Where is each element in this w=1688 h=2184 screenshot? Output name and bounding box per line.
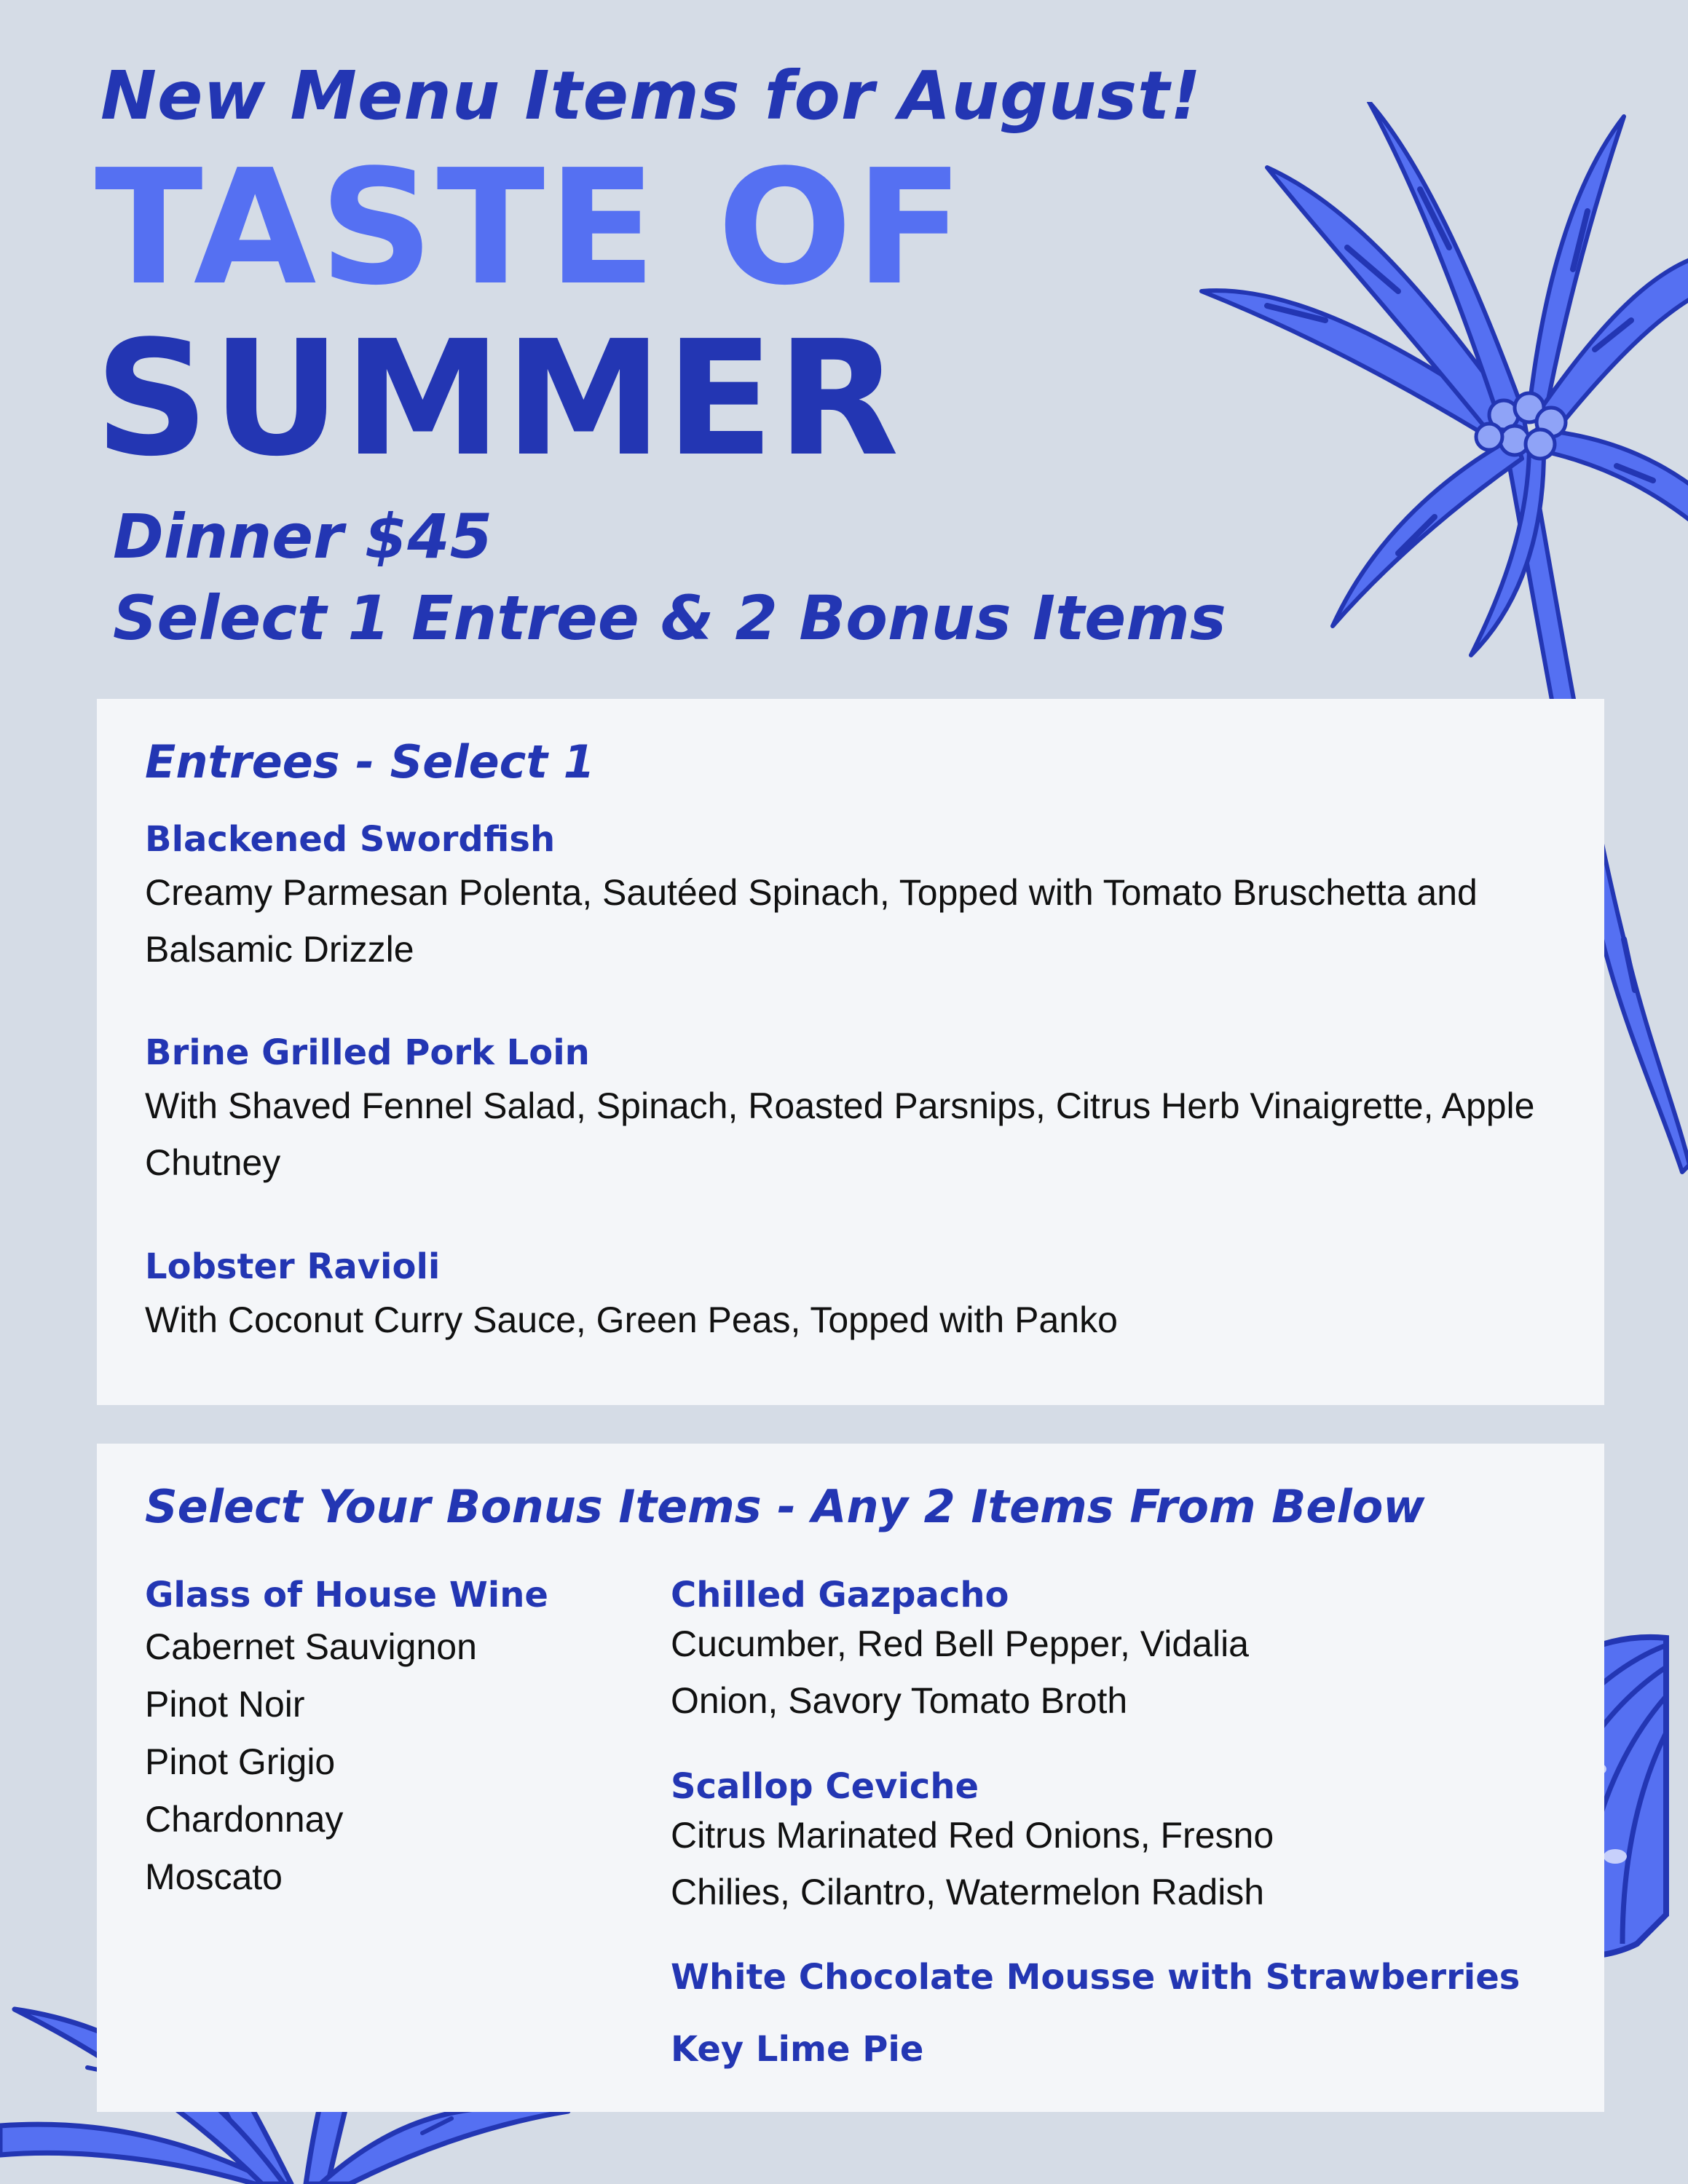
bonus-item-description: Citrus Marinated Red Onions, Fresno Chilies, Cilantro, Watermelon Radish bbox=[671, 1815, 1274, 1912]
entree-name: Brine Grilled Pork Loin bbox=[145, 1032, 590, 1073]
bonus-section-title: Select Your Bonus Items - Any 2 Items From Below bbox=[145, 1480, 1425, 1533]
wine-option: Pinot Grigio bbox=[145, 1741, 336, 1782]
bonus-item bbox=[671, 1766, 1297, 1920]
bonus-item-name: Key Lime Pie bbox=[671, 2029, 924, 2070]
entree-description: With Shaved Fennel Salad, Spinach, Roasted Parsnips, Citrus Herb Vinaigrette, Apple Chutney bbox=[145, 1085, 1535, 1183]
wine-options-list bbox=[145, 1618, 611, 1906]
menu-subtitle: New Menu Items for August! bbox=[100, 57, 1202, 135]
wine-option: Moscato bbox=[145, 1856, 283, 1897]
wine-option: Chardonnay bbox=[145, 1799, 344, 1840]
title-line-1: TASTE OF bbox=[95, 136, 967, 320]
bonus-item-name: Scallop Ceviche bbox=[671, 1766, 979, 1807]
bonus-item bbox=[671, 1575, 1297, 1729]
wine-column bbox=[145, 1575, 611, 1906]
wine-option: Pinot Noir bbox=[145, 1684, 305, 1725]
entree-item bbox=[145, 819, 1572, 978]
selection-instructions: Select 1 Entree & 2 Bonus Items bbox=[113, 582, 1226, 654]
bonus-item-name: Chilled Gazpacho bbox=[671, 1575, 1009, 1615]
dinner-price: Dinner $45 bbox=[113, 501, 493, 572]
entree-description: With Coconut Curry Sauce, Green Peas, Topped with Panko bbox=[145, 1299, 1118, 1340]
bonus-item-description: Cucumber, Red Bell Pepper, Vidalia Onion, Savory Tomato Broth bbox=[671, 1623, 1249, 1721]
entree-item bbox=[145, 1032, 1572, 1191]
bonus-item-name: White Chocolate Mousse with Strawberries bbox=[671, 1957, 1521, 1998]
entrees-section-title: Entrees - Select 1 bbox=[145, 735, 595, 788]
entree-description: Creamy Parmesan Polenta, Sautéed Spinach, Topped with Tomato Bruschetta and Balsamic Drizzle bbox=[145, 872, 1478, 970]
bonus-card bbox=[97, 1444, 1604, 2112]
entree-item bbox=[145, 1246, 1572, 1348]
entrees-card bbox=[97, 699, 1604, 1405]
wine-heading: Glass of House Wine bbox=[145, 1575, 548, 1615]
wine-option: Cabernet Sauvignon bbox=[145, 1626, 477, 1667]
entree-name: Blackened Swordfish bbox=[145, 819, 556, 860]
entree-name: Lobster Ravioli bbox=[145, 1246, 441, 1287]
title-line-2: SUMMER bbox=[95, 307, 902, 491]
